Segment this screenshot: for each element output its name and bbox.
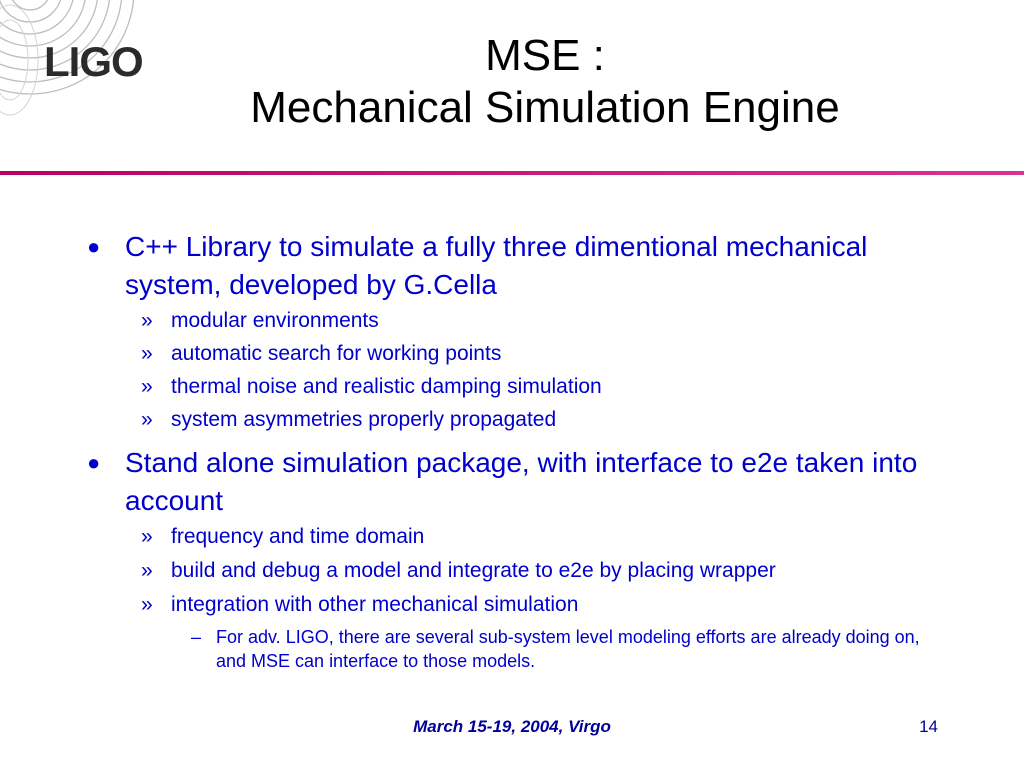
bullet-item <box>87 228 925 304</box>
logo-text: LIGO <box>44 38 143 85</box>
sub-bullet-text: system asymmetries properly propagated <box>171 408 557 431</box>
title-line-2: Mechanical Simulation Engine <box>250 83 840 132</box>
bullet-dot-icon: ● <box>87 234 101 259</box>
sub-bullet-item <box>141 405 951 435</box>
sub-sub-bullet-text: For adv. LIGO, there are several sub-system level modeling efforts are already doing on, and MSE can interface to those models. <box>216 627 920 671</box>
chevron-right-icon: » <box>141 309 153 332</box>
chevron-right-icon: » <box>141 559 153 582</box>
bullet-text: Stand alone simulation package, with interface to e2e taken into account <box>125 447 918 516</box>
sub-bullet-item <box>141 339 951 369</box>
page-number: 14 <box>919 717 938 736</box>
sub-bullet-text: automatic search for working points <box>171 342 502 365</box>
sub-bullet-text: thermal noise and realistic damping simulation <box>171 375 602 398</box>
chevron-right-icon: » <box>141 593 153 616</box>
bullet-text: C++ Library to simulate a fully three dimentional mechanical system, developed by G.Cella <box>125 231 868 300</box>
chevron-right-icon: » <box>141 525 153 548</box>
sub-bullet-item <box>141 556 951 586</box>
sub-bullet-text: frequency and time domain <box>171 525 425 548</box>
chevron-right-icon: » <box>141 408 153 431</box>
sub-bullet-item <box>141 372 951 402</box>
sub-bullet-item <box>141 522 951 552</box>
chevron-right-icon: » <box>141 375 153 398</box>
bullet-item <box>87 444 925 520</box>
sub-bullet-item <box>141 306 951 336</box>
sub-sub-bullet-item <box>191 625 946 673</box>
sub-bullet-item <box>141 590 951 620</box>
sub-bullet-text: build and debug a model and integrate to e2e by placing wrapper <box>171 559 776 582</box>
sub-bullet-text: integration with other mechanical simulation <box>171 593 579 616</box>
bullet-dot-icon: ● <box>87 450 101 475</box>
dash-icon: – <box>191 627 202 647</box>
title-line-1: MSE : <box>485 31 605 80</box>
sub-bullet-text: modular environments <box>171 309 379 332</box>
chevron-right-icon: » <box>141 342 153 365</box>
footer-date: March 15-19, 2004, Virgo <box>413 717 611 736</box>
